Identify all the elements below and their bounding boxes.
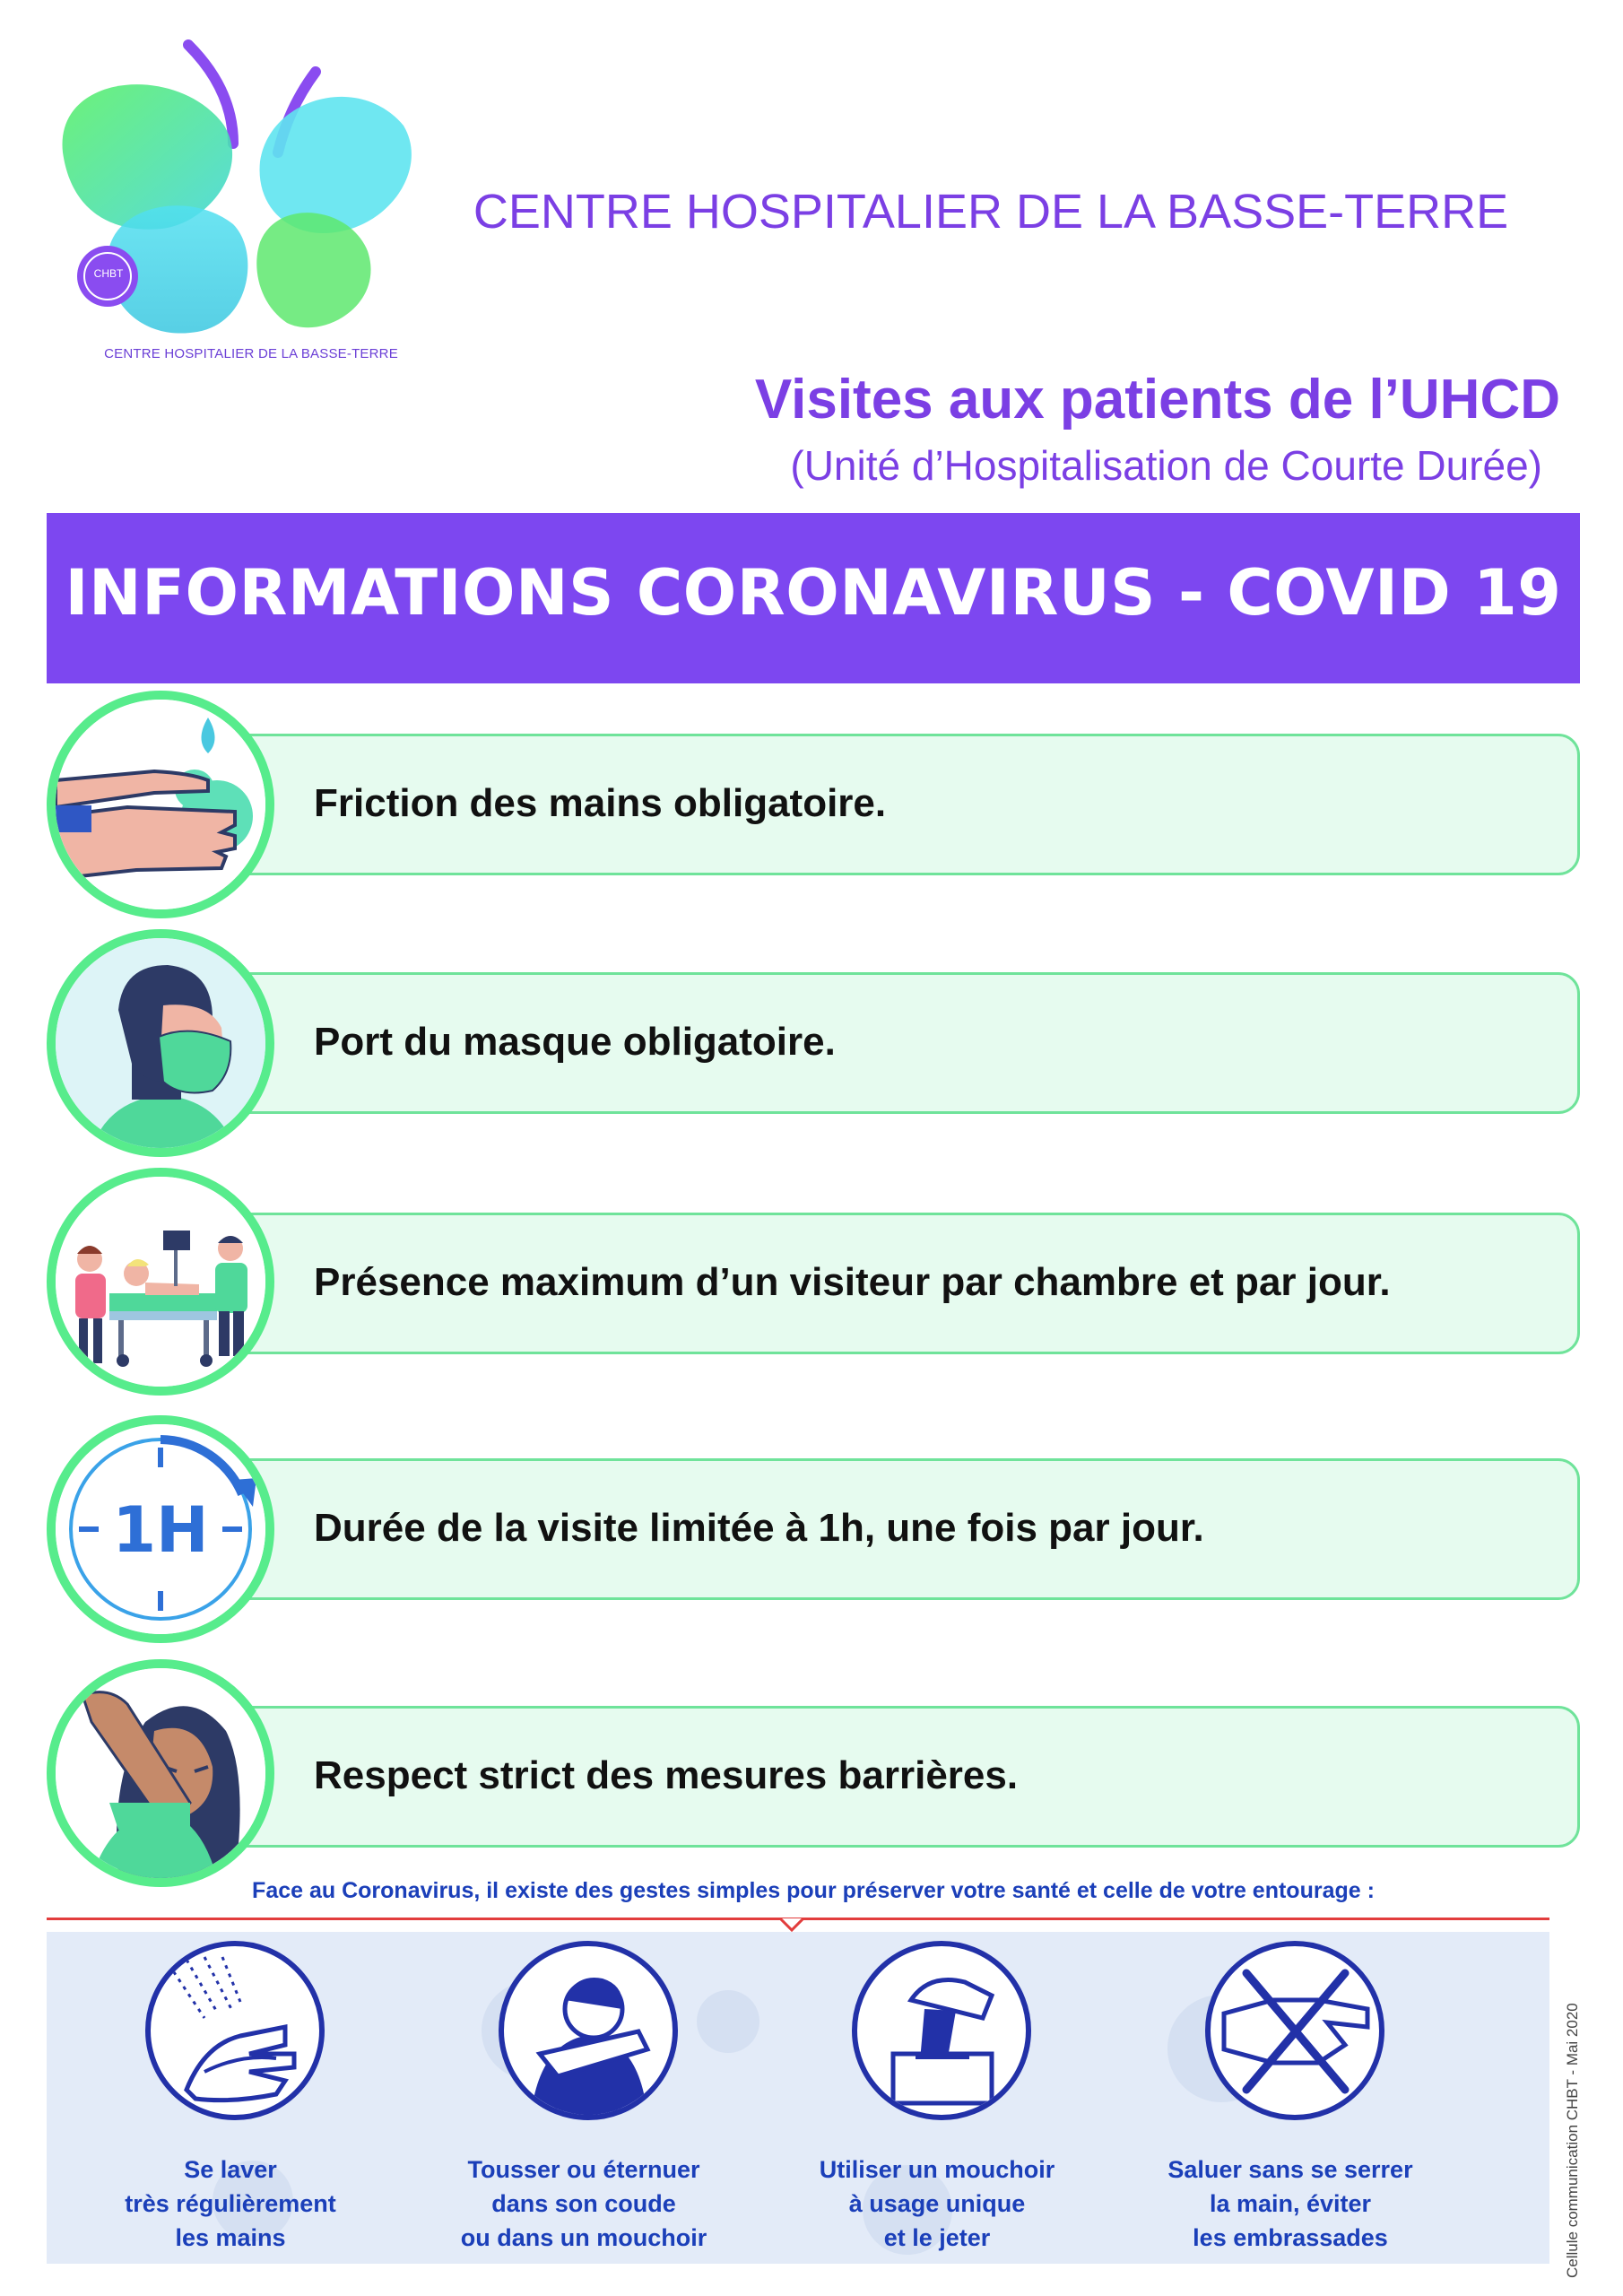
page-subtitle: (Unité d’Hospitalisation de Courte Durée) (790, 442, 1542, 489)
logo-caption: CENTRE HOSPITALIER DE LA BASSE-TERRE (104, 346, 398, 361)
credit-text: Cellule communication CHBT - Mai 2020 (1564, 2003, 1581, 2278)
logo-badge-text: CHBT (93, 267, 124, 280)
gesture-label: Saluer sans se serrer la main, éviter les embrassades (1167, 2156, 1413, 2251)
rule-text: Friction des mains obligatoire. (314, 781, 887, 825)
hospital-logo (54, 36, 430, 377)
rule-text: Présence maximum d’un visiteur par chambre et par jour. (314, 1260, 1391, 1304)
hand-rub-icon (47, 691, 274, 918)
face-mask-icon (47, 929, 274, 1157)
rule-text: Respect strict des mesures barrières. (314, 1753, 1019, 1797)
page-title: Visites aux patients de l’UHCD (754, 369, 1560, 430)
hand-wash-icon (145, 1941, 325, 2120)
gesture-label: Se laver très régulièrement les mains (125, 2156, 336, 2251)
gesture-label: Tousser ou éternuer dans son coude ou dans un mouchoir (460, 2156, 707, 2251)
no-handshake-icon (1205, 1941, 1384, 2120)
banner-title: INFORMATIONS CORONAVIRUS - COVID 19 (65, 556, 1562, 630)
cough-elbow-icon (47, 1659, 274, 1887)
clock-1h-icon (47, 1415, 274, 1643)
rule-text: Durée de la visite limitée à 1h, une fois par jour. (314, 1506, 1204, 1550)
hospital-room-icon (47, 1168, 274, 1396)
gesture-label: Utiliser un mouchoir à usage unique et le jeter (819, 2156, 1055, 2251)
gestures-intro: Face au Coronavirus, il existe des gestes simples pour préserver votre santé et celle de votre entourage : (252, 1878, 1375, 1903)
hospital-name: CENTRE HOSPITALIER DE LA BASSE-TERRE (473, 185, 1509, 239)
tissue-bin-icon (852, 1941, 1031, 2120)
rule-text: Port du masque obligatoire. (314, 1020, 836, 1064)
clock-label: 1H (112, 1493, 209, 1567)
cough-elbow-icon (499, 1941, 678, 2120)
